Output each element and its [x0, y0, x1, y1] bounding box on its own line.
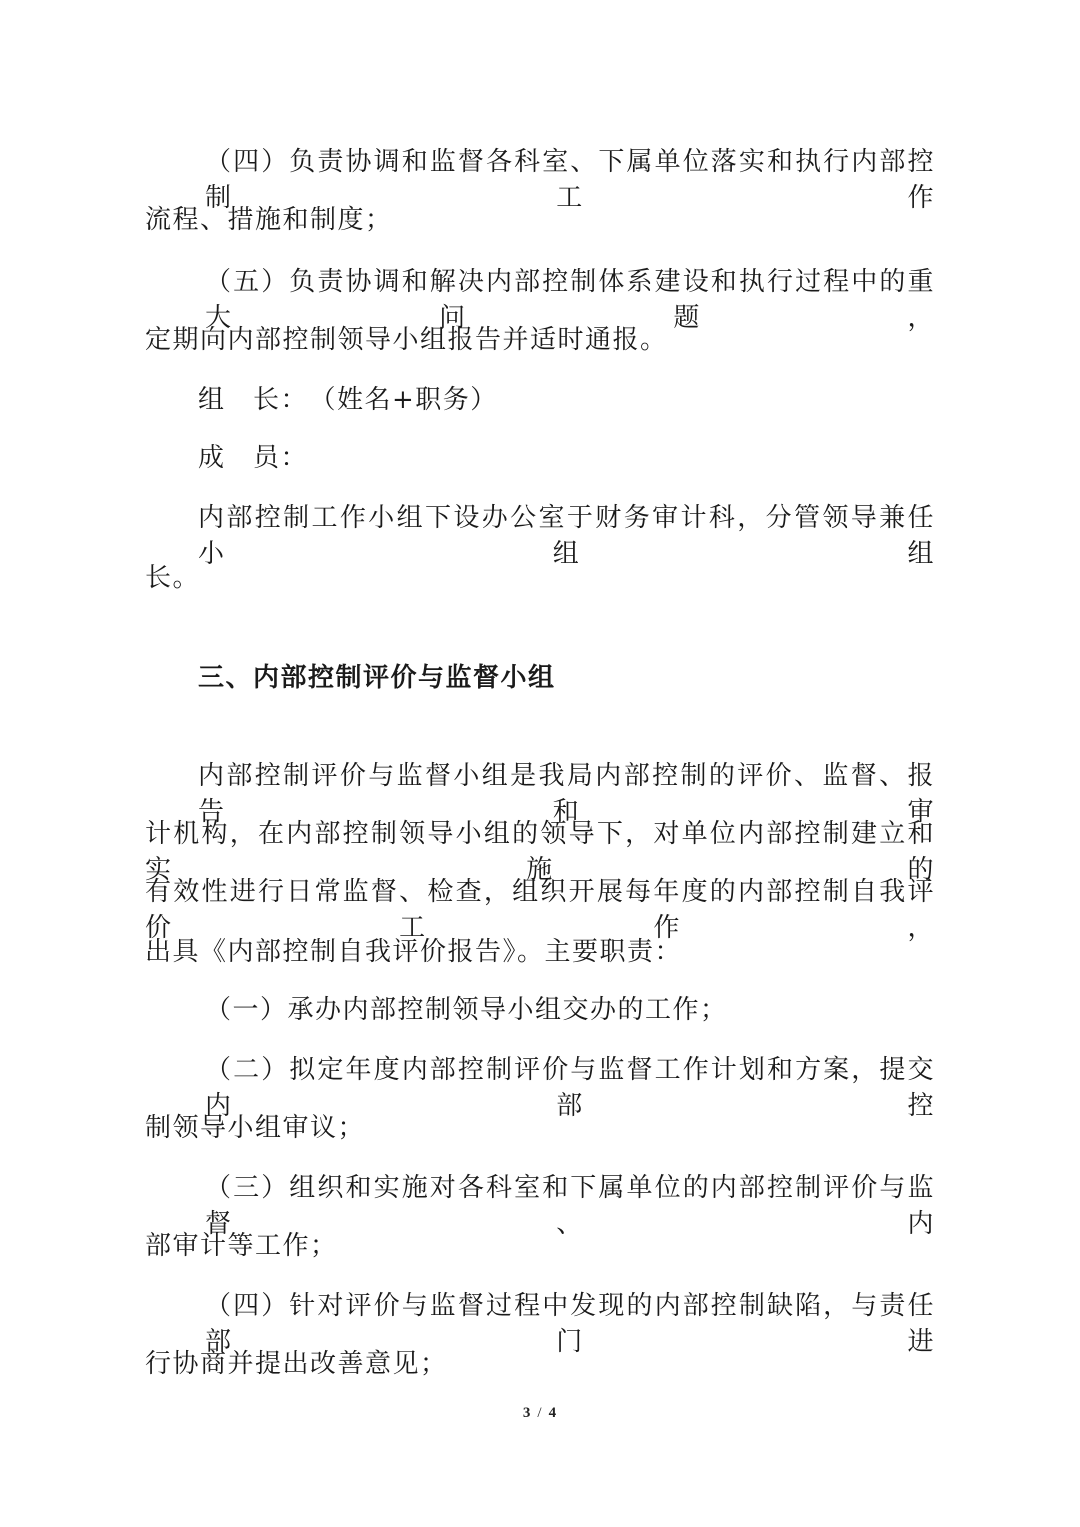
- paragraph-line: 制领导小组审议；: [145, 1113, 366, 1143]
- current-page: 3: [522, 1405, 532, 1421]
- paragraph-line: （四）负责协调和监督各科室、下属单位落实和执行内部控制工作: [205, 147, 935, 213]
- paragraph-line: （一）承办内部控制领导小组交办的工作；: [205, 995, 728, 1025]
- page-number: [0, 1405, 1080, 1422]
- paragraph-line: （四）针对评价与监督过程中发现的内部控制缺陷，与责任部门进: [205, 1291, 935, 1357]
- paragraph-line: 流程、措施和制度；: [145, 205, 393, 235]
- paragraph-line: （二）拟定年度内部控制评价与监督工作计划和方案，提交内部控: [205, 1055, 935, 1121]
- paragraph-line: 部审计等工作；: [145, 1231, 338, 1261]
- paragraph-line: （五）负责协调和解决内部控制体系建设和执行过程中的重大问题，: [205, 267, 935, 333]
- section-heading: 三、内部控制评价与监督小组: [198, 663, 556, 693]
- paragraph-line: 长。: [145, 563, 201, 593]
- paragraph-line: 出具《内部控制自我评价报告》。主要职责：: [145, 937, 683, 967]
- total-pages: 4: [548, 1405, 558, 1421]
- members-line: 成 员：: [198, 443, 309, 473]
- paragraph-line: （三）组织和实施对各科室和下属单位的内部控制评价与监督、内: [205, 1173, 935, 1239]
- paragraph-line: 计机构，在内部控制领导小组的领导下，对单位内部控制建立和实施的: [145, 819, 935, 885]
- group-leader-line: 组 长： （姓名+职务）: [198, 385, 498, 415]
- page-separator: /: [537, 1405, 543, 1421]
- paragraph-line: 内部控制评价与监督小组是我局内部控制的评价、监督、报告和审: [198, 761, 935, 827]
- paragraph-line: 有效性进行日常监督、检查，组织开展每年度的内部控制自我评价工作，: [145, 877, 935, 943]
- paragraph-line: 定期向内部控制领导小组报告并适时通报。: [145, 325, 668, 355]
- paragraph-line: 内部控制工作小组下设办公室于财务审计科，分管领导兼任小组组: [198, 503, 935, 569]
- paragraph-line: 行协商并提出改善意见；: [145, 1349, 448, 1379]
